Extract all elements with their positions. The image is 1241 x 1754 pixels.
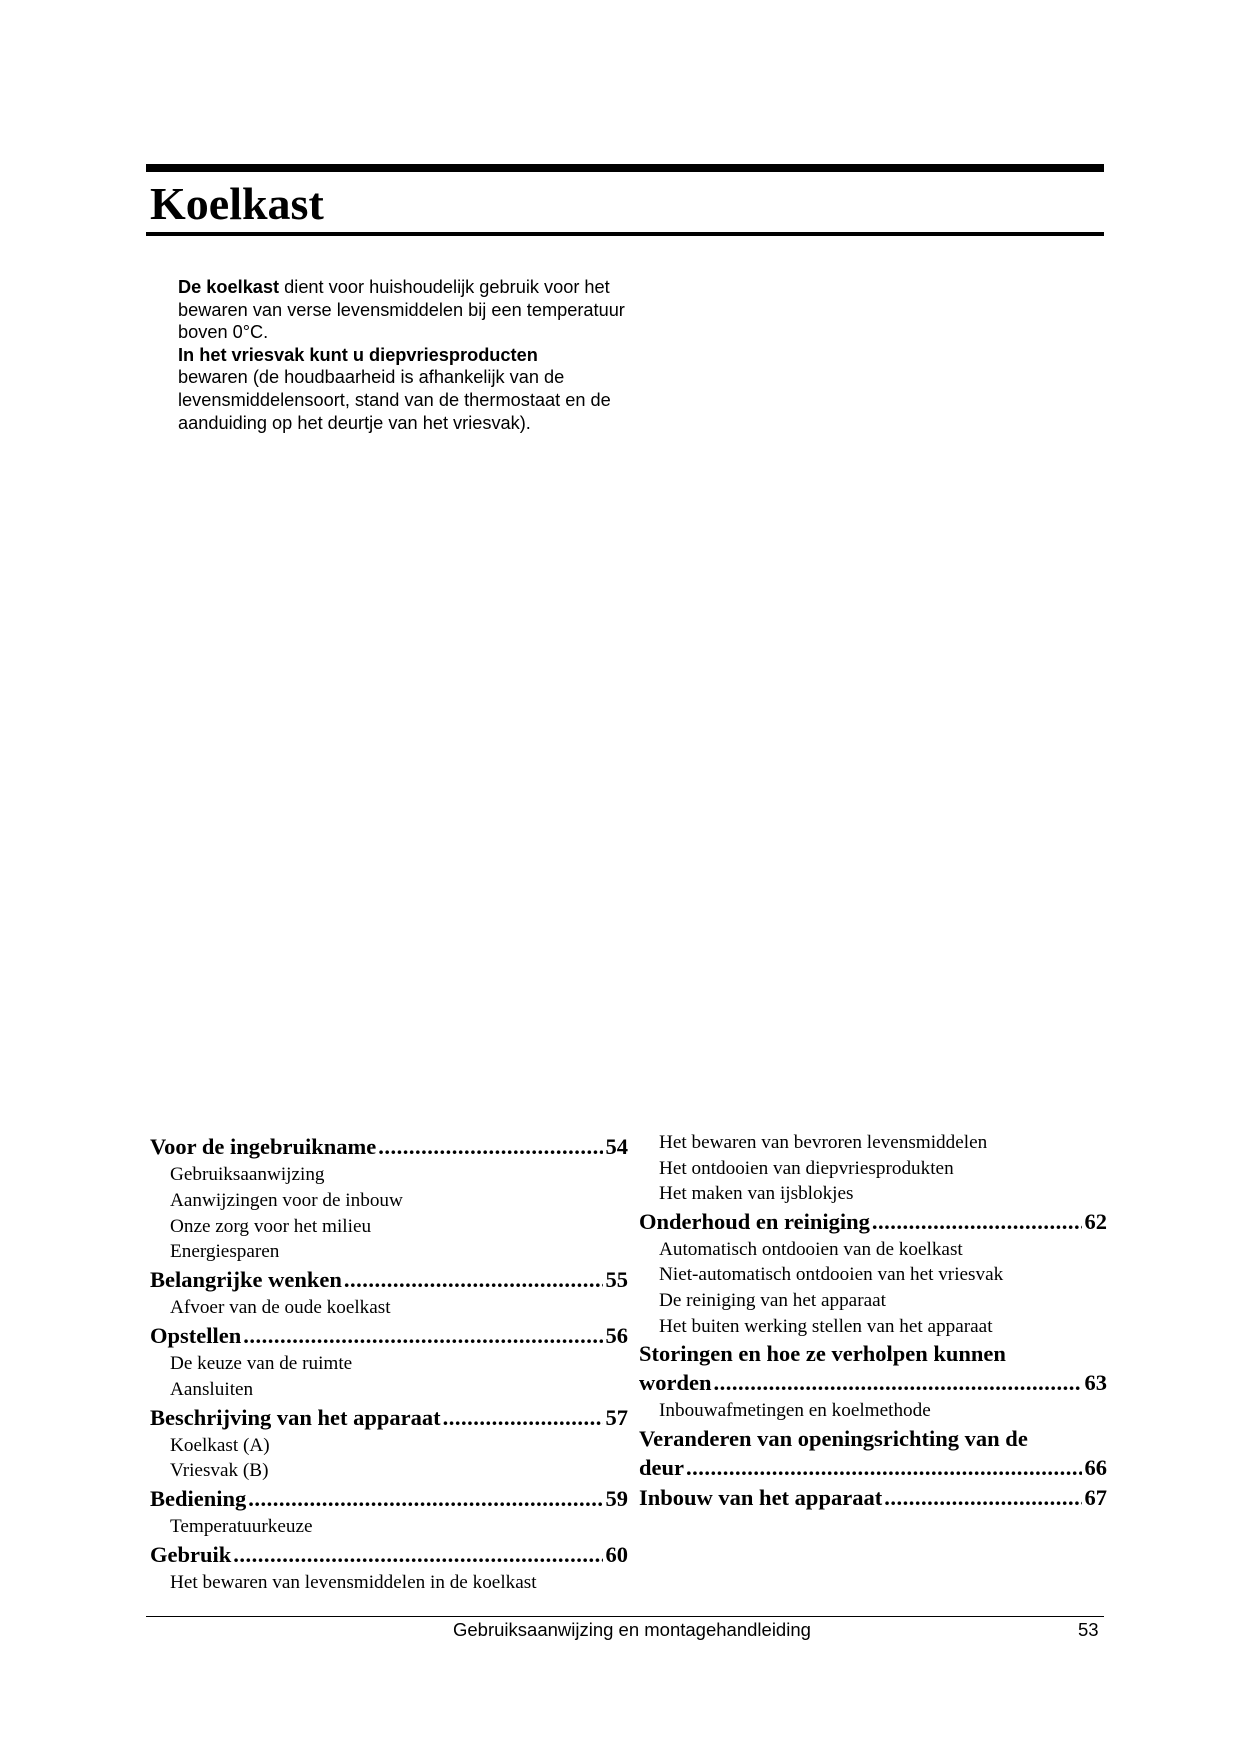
toc-entry-belangrijke-wenken[interactable] [150, 1265, 628, 1295]
intro-bold-1: De koelkast [178, 277, 280, 297]
top-rule [146, 164, 1104, 172]
intro-text-2: bewaren (de houdbaarheid is afhankelijk van de levensmiddelensoort, stand van de thermostaat en de aanduiding op het deurtje van het vriesvak). [178, 367, 611, 433]
toc-subitem[interactable]: Aanwijzingen voor de inbouw [170, 1189, 403, 1211]
toc-right-column [639, 1130, 1107, 1513]
toc-page-number: 63 [1084, 1370, 1107, 1396]
toc-leader [378, 1132, 602, 1162]
toc-page-number: 67 [1084, 1484, 1107, 1510]
toc-entry-title: worden [639, 1370, 712, 1396]
toc-entry-title: Beschrijving van het apparaat [150, 1404, 441, 1430]
toc-leader [344, 1265, 603, 1295]
toc-entry-title: Veranderen van openingsrichting van de [639, 1425, 1028, 1451]
footer-text: Gebruiksaanwijzing en montagehandleiding [453, 1619, 811, 1640]
toc-subitem[interactable]: Onze zorg voor het milieu [170, 1215, 372, 1237]
toc-subitem[interactable]: Aansluiten [170, 1378, 254, 1400]
toc-subitem[interactable]: Inbouwafmetingen en koelmethode [659, 1400, 931, 1422]
toc-page-number: 59 [605, 1486, 628, 1512]
toc-subitem[interactable]: Niet-automatisch ontdooien van het vriesvak [659, 1264, 1004, 1286]
footer-page-number: 53 [1078, 1619, 1099, 1640]
toc-entry-title: Bediening [150, 1486, 247, 1512]
toc-leader [248, 1484, 602, 1514]
toc-subitem[interactable]: Automatisch ontdooien van de koelkast [659, 1238, 963, 1260]
toc-entry-opstellen[interactable] [150, 1321, 628, 1351]
toc-entry-title: Opstellen [150, 1322, 242, 1348]
footer-rule [146, 1616, 1104, 1617]
toc-entry-gebruik[interactable] [150, 1540, 628, 1570]
toc-leader [714, 1368, 1082, 1398]
toc-entry-storingen-line1[interactable] [639, 1339, 1107, 1368]
toc-entry-title: Belangrijke wenken [150, 1267, 342, 1293]
toc-page-number: 62 [1084, 1208, 1107, 1234]
toc-subitem[interactable]: Het buiten werking stellen van het apparaat [659, 1315, 993, 1337]
title-underline [146, 232, 1104, 236]
toc-subitem[interactable]: Vriesvak (B) [170, 1460, 269, 1482]
toc-leader [233, 1540, 602, 1570]
toc-subitem[interactable]: Energiesparen [170, 1241, 280, 1263]
toc-leader [443, 1403, 603, 1433]
toc-page-number: 54 [605, 1134, 628, 1159]
toc-entry-storingen-line2[interactable] [639, 1368, 1107, 1398]
toc-leader [686, 1453, 1082, 1483]
intro-bold-2: In het vriesvak kunt u diepvriesproducten [178, 344, 538, 365]
toc-subitem[interactable]: Het maken van ijsblokjes [659, 1183, 854, 1205]
toc-subitem[interactable]: Temperatuurkeuze [170, 1516, 313, 1538]
toc-entry-title: deur [639, 1454, 684, 1480]
toc-subitem[interactable]: Het ontdooien van diepvriesprodukten [659, 1157, 954, 1179]
toc-subitem[interactable]: Afvoer van de oude koelkast [170, 1297, 391, 1319]
toc-page-number: 57 [605, 1404, 628, 1430]
toc-entry-title: Voor de ingebruikname [150, 1134, 377, 1159]
toc-page-number: 66 [1084, 1454, 1107, 1480]
toc-entry-title: Onderhoud en reiniging [639, 1208, 870, 1234]
toc-leader [243, 1321, 602, 1351]
page-title: Koelkast [150, 178, 324, 229]
toc-entry-title: Inbouw van het apparaat [639, 1484, 883, 1510]
toc-entry-bediening[interactable] [150, 1484, 628, 1514]
toc-entry-title: Storingen en hoe ze verholpen kunnen [639, 1341, 1006, 1367]
toc-subitem[interactable]: De keuze van de ruimte [170, 1352, 353, 1374]
intro-text-1: dient voor huishoudelijk gebruik voor het bewaren van verse levensmiddelen bij een temperatuur boven 0°C. [178, 277, 625, 343]
toc-page-number: 55 [605, 1267, 628, 1293]
toc-entry-onderhoud[interactable] [639, 1207, 1107, 1237]
toc-subitem[interactable]: Koelkast (A) [170, 1434, 270, 1456]
toc-subitem[interactable]: Het bewaren van levensmiddelen in de koelkast [170, 1571, 537, 1593]
toc-entry-veranderen-line1[interactable] [639, 1424, 1107, 1453]
toc-leader [872, 1207, 1082, 1237]
toc-subitem[interactable]: Het bewaren van bevroren levensmiddelen [659, 1132, 988, 1153]
toc-leader [884, 1483, 1081, 1513]
intro-paragraph [178, 276, 638, 434]
toc-entry-inbouw[interactable] [639, 1483, 1107, 1513]
toc-entry-title: Gebruik [150, 1541, 232, 1567]
toc-subitem[interactable]: Gebruiksaanwijzing [170, 1164, 325, 1185]
toc-entry-beschrijving[interactable] [150, 1403, 628, 1433]
toc-entry-voor-de-ingebruikname[interactable] [150, 1132, 628, 1162]
toc-entry-veranderen-line2[interactable] [639, 1453, 1107, 1483]
toc-left-column [150, 1132, 628, 1596]
toc-page-number: 60 [605, 1541, 628, 1567]
toc-subitem[interactable]: De reiniging van het apparaat [659, 1289, 886, 1311]
toc-page-number: 56 [605, 1322, 628, 1348]
